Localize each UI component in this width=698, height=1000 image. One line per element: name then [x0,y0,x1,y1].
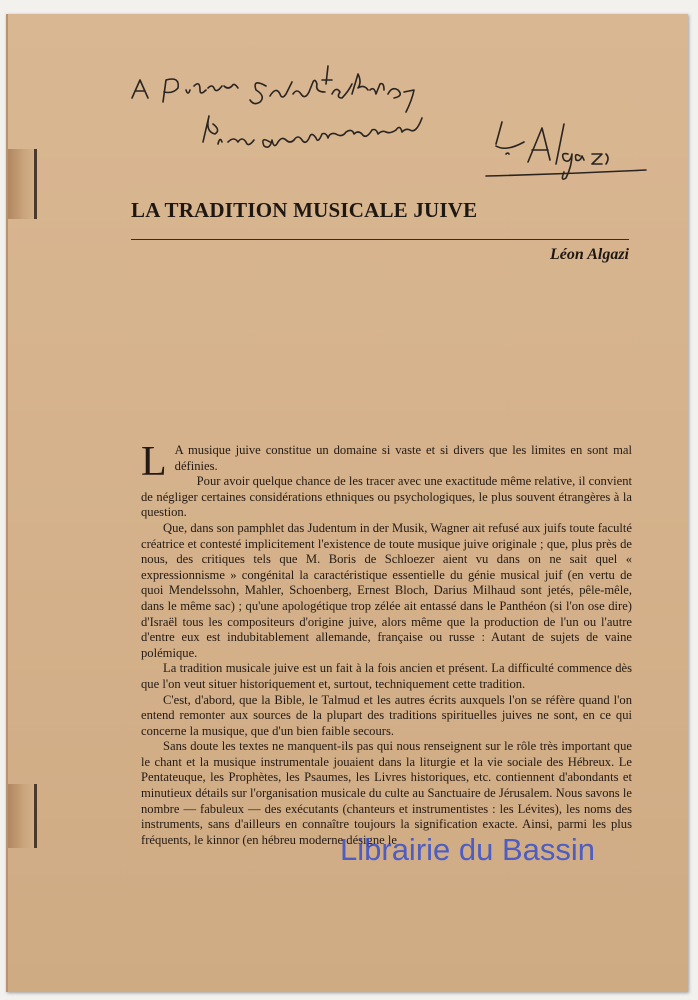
staple-bottom [8,784,37,848]
handwriting-drawing [8,14,688,184]
drop-cap: L [141,439,167,485]
watermark: Librairie du Bassin [340,832,596,867]
paragraph-3: Que, dans son pamphlet das Judentum in der Musik, Wagner ait refusé aux juifs toute faculté créatrice et contesté implicitement l'existence de toute musique juive originale ; que, plus près de nous, des critiques tels que M. Boris de Schloezer aient vu dans on ne sait quel « expressionnisme » congénital la caractéristique essentielle du génie musical juif (en vertu de quoi Mendelssohn, Mahler, Schoenberg, Ernest Bloch, Darius Milhaud sont jetés, pêle-mêle, dans le même sac) ; qu'une apologétique trop zélée ait entassé dans le Panthéon (si l'on ose dire) d'Israël tous les compositeurs d'origine juive, alors même que la production de l'un ou l'autre d'entre eux est indubitablement allemande, française ou russe : Autant de sujets de vaine polémique. [141,520,632,660]
article-body [141,439,632,848]
paragraph-5: C'est, d'abord, que la Bible, le Talmud et les autres écrits auxquels l'on se réfère quand l'on entend remonter aux sources de la plupart des traditions spirituelles juives ne sont, en ce qui concerne la musique, que d'un bien faible secours. [141,692,632,738]
article-author: Léon Algazi [550,246,629,263]
paragraph-1 [141,439,632,485]
paragraph-6: Sans doute les textes ne manquent-ils pas qui nous renseignent sur le rôle très important que le chant et la musique instrumentale jouaient dans la liturgie et la vie sociale des Hébreux. Le Pentateuque, les Prophètes, les Psaumes, les Livres historiques, etc. contiennent d'abondants et minutieux détails sur l'organisation musicale du culte au Sanctuaire de Jérusalem. Nous savons le nombre — fabuleux — des exécutants (chanteurs et instrumentistes : les Lévites), les noms des instruments, sans d'ailleurs en connaître toujours la signification exacte. Ainsi, parmi les plus fréquents, le kinnor (en hébreu moderne désigne le [141,739,632,847]
paragraph-text: A musique juive constitue un domaine si vaste et si divers que les limites en sont mal définies. [174,443,632,473]
article-title: LA TRADITION MUSICALE JUIVE [131,198,478,222]
paragraph-4: La tradition musicale juive est un fait à la fois ancien et présent. La difficulté commence dès que l'on veut situer historiquement et, surtout, techniquement cette tradition. [141,661,632,691]
paragraph-2: Pour avoir quelque chance de les tracer avec une exactitude même relative, il convient de négliger certaines considérations ethniques ou psychologiques, le plus souvent étrangères à la question. [141,474,632,520]
handwritten-inscription [8,14,688,184]
title-rule [131,239,629,240]
